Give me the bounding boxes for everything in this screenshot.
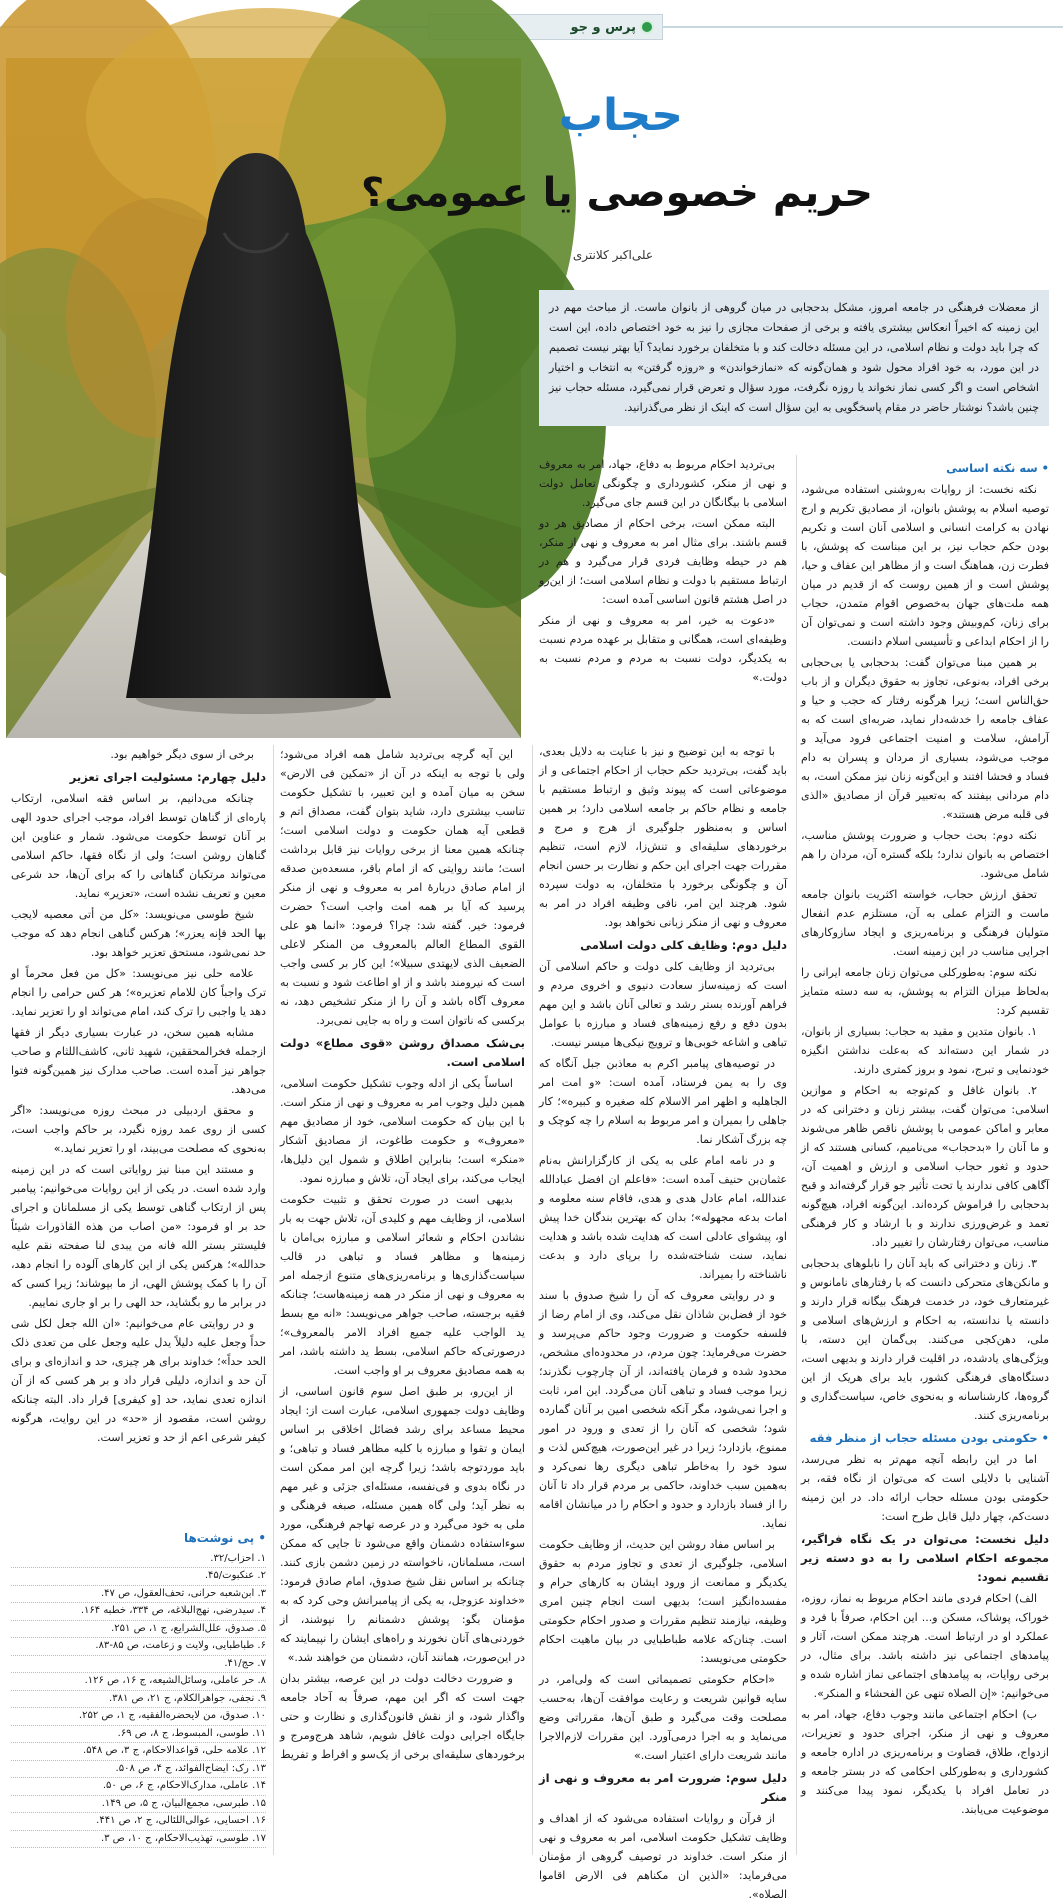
paragraph: اما در این رابطه آنچه مهم‌تر به نظر می‌رسد، آشنایی با دلایلی است که می‌توان از نگاه فقه، بر حکومتی بودن مسئله حجاب ارائه داد. در این زمینه دست‌کم، چهار دلیل قابل طرح است: <box>801 1453 1049 1523</box>
reference-item: ۱۴. عاملی، مدارک‌الاحکام، ج ۶، ص ۵۰. <box>11 1778 266 1796</box>
text-column-3 <box>280 745 525 1855</box>
paragraph: نکته نخست: از روایات به‌روشنی استفاده می‌شود، توصیه اسلام به پوشش بانوان، از مصادیق تکریم و ارج نهادن به کرامت انسانی و اسلامی آنان است و تکریم بودن حکم حجاب نیز، بر این مبناست که پوشش، با فطرت زن، هماهنگ است و از مظاهر این عفاف و حیا، پوشش است و از همین روست که از قدیم در میان همه ملت‌های جهان به‌خصوص اقوام متمدن، حجاب برای زنان، کم‌وبیش وجود داشته است و نمی‌توان آن را از احکام ابداعی و تأسیسی اسلام دانست. <box>801 483 1049 648</box>
paragraph: بی‌تردید احکام مربوط به دفاع، جهاد، امر به معروف و نهی از منکر، کشورداری و چگونگی تعامل دولت اسلامی با بیگانگان در این قسم جای می‌گیرد. <box>539 458 787 509</box>
paragraph: نکته سوم: به‌طورکلی می‌توان زنان جامعه ایرانی را به‌لحاظ میزان التزام به پوشش، به سه دسته متمایز تقسیم کرد: <box>801 966 1049 1017</box>
references <box>11 1530 266 1848</box>
paragraph: از قرآن و روایات استفاده می‌شود که از اهداف و وظایف تشکیل حکومت اسلامی، امر به معروف و نهی از منکر است. خداوند در توصیف گروهی از مؤمنان می‌فرماید: «الذین ان مکناهم فی الارض اقاموا الصلاه». <box>539 1812 787 1901</box>
paragraph: از این‌رو، بر طبق اصل سوم قانون اساسی، از وظایف دولت جمهوری اسلامی، عبارت است از: ایجاد محیط مساعد برای رشد فضائل اخلاقی بر اساس ایمان و تقوا و مبارزه با کلیه مظاهر فساد و تباهی؛ و باید موردتوجه باشد؛ زیرا گرچه این امر ممکن است در نگاه بدوی و فی‌نفسه، مسئله‌ای جزئی و غیر مهم به نظر آید؛ ولی گاه همین مسئله، صبغه فرهنگی و ملی به خود می‌گیرد و در عرصه تهاجم فرهنگی، مورد سوء‌استفاده دشمنان واقع می‌شود تا جایی که ممکن است، مسلمانان، ناخواسته در زمین دشمن بازی کنند. چنانکه بر اساس نقل شیخ صدوق، امام صادق فرمود: «خداوند عزوجل، به یکی از پیامبرانش وحی کرد که به مؤمنان بگو: پوشش دشمنانم را نپوشند، از خوردنی‌های آنان نخورند و راه‌های ایشان را نپیمایند که در این‌صورت، همانند آنان، دشمنان من خواهند شد.» <box>280 1385 525 1664</box>
paragraph: نکته دوم: بحث حجاب و ضرورت پوشش مناسب، اختصاص به بانوان ندارد؛ بلکه گستره آن، مردان را هم شامل می‌شود. <box>801 829 1049 880</box>
paragraph: «احکام حکومتی تصمیماتی است که ولی‌امر، در سایه قوانین شریعت و رعایت موافقت آن‌ها، به‌حسب مصلحت وقت می‌گیرد و طبق آن‌ها، مقرراتی وضع می‌نماید و به اجرا درمی‌آورد. این مقررات لازم‌الاجرا مانند شریعت دارای اعتبار است.» <box>539 1673 787 1762</box>
text-column-4 <box>11 745 266 1525</box>
paragraph: برخی از سوی دیگر خواهیم بود. <box>110 748 254 761</box>
reference-item: ۸. حر عاملی، وسائل‌الشیعه، ج ۱۶، ص ۱۲۶. <box>11 1673 266 1691</box>
paragraph: و ضرورت دخالت دولت در این عرصه، بیشتر بدان جهت است که اگر این مهم، صرفاً به آحاد جامعه واگذار شود، و از نقش قانون‌گذاری و نظارت و حتی جایگاه اجرایی دولت غافل شویم، شاهد هرج‌ومرج و برخوردهای سلیقه‌ای برخی از یک‌سو و افراط و تفریط <box>280 1672 525 1761</box>
reference-item: ۲. عنکبوت/۴۵. <box>11 1568 266 1586</box>
paragraph: و محقق اردبیلی در مبحث روزه می‌نویسد: «اگر کسی از روی عمد روزه نگیرد، بر حاکم واجب است، به‌نحوی که مصلحت می‌بیند، او را تعزیر نماید.» <box>11 1104 266 1155</box>
section-heading: • حکومتی بودن مسئله حجاب از منظر فقه <box>809 1431 1049 1445</box>
column-divider <box>273 745 274 1855</box>
reference-item: ۱۶. احسایی، عوالی‌اللئالی، ج ۲، ص ۴۴۱. <box>11 1813 266 1831</box>
article-title: حریم خصوصی یا عمومی؟ <box>360 170 873 216</box>
paragraph: و مستند این مبنا نیز روایاتی است که در این زمینه وارد شده است. در یکی از این روایات می‌خوانیم: پیامبر پس از ارتکاب گناهی توسط یکی از مسلمانان و اجرای حد بر او فرمود: «من اصاب من هذه القاذورات شیئاً فلیستتر بستر الله فانه من یبدی لنا صفحته نقم علیه حدالله»؛ هرکس یکی از این کارهای آلوده را انجام دهد، آن را با کمک پوشش الهی، از ما بپوشاند؛ زیرا کسی که در برابر ما رو بگشاید، حد الهی را بر او جاری نماییم. <box>11 1163 266 1309</box>
subsection-heading: دلیل چهارم: مسئولیت اجرای تعزیر <box>69 770 266 784</box>
reference-item: ۱۳. رک: ایضاح‌الفوائد، ج ۴، ص ۵۰۸. <box>11 1761 266 1779</box>
text-column-1 <box>801 455 1049 1855</box>
paragraph: «دعوت به خیر، امر به معروف و نهی از منکر وظیفه‌ای است، همگانی و متقابل بر عهده مردم نسبت به یکدیگر، دولت نسبت به مردم و مردم نسبت به دولت.» <box>539 614 787 684</box>
reference-item: ۴. سیدرضی، نهج‌البلاغه، ص ۳۳۴، خطبه ۱۶۴. <box>11 1603 266 1621</box>
reference-item: ۱۰. صدوق، من لایحضره‌الفقیه، ج ۱، ص ۲۵۲. <box>11 1708 266 1726</box>
reference-item: ۱۱. طوسی، المبسوط، ج ۸، ص ۶۹. <box>11 1726 266 1744</box>
reference-item: ۶. طباطبایی، ولایت و زعامت، ص ۸۵-۸۳. <box>11 1638 266 1656</box>
reference-item: ۱۷. طوسی، تهذیب‌الاحکام، ج ۱۰، ص ۳. <box>11 1831 266 1849</box>
subsection-heading: دلیل نخست: می‌توان در یک نگاه فراگیر، مجموعه احکام اسلامی را به دو دسته زیر تقسیم نمود: <box>801 1532 1049 1584</box>
reference-item: ۹. نجفی، جواهرالکلام، ج ۲۱، ص ۳۸۱. <box>11 1691 266 1709</box>
hijab-photo <box>6 58 521 738</box>
references-title: • پی نوشت‌ها <box>183 1531 266 1545</box>
paragraph: ۲. بانوان غافل و کم‌توجه به احکام و موازین اسلامی: می‌توان گفت، بیشتر زنان و دخترانی که در معابر و اماکن عمومی با پوشش ناقص ظاهر می‌شوند و ما آنان را «بدحجاب» می‌نامیم، کسانی هستند که از حدود و ثغور حجاب اسلامی و ارزش و اهمیت آن، آگاهی کافی ندارند یا تحت تأثیر جو قرار گرفته‌اند و قبح بدحجابی را فراموش کرده‌اند. این‌گونه افراد، هیچ‌گونه تعمد و غرض‌ورزی ندارند و با ارشاد و کار فرهنگی مناسب، می‌توان رفتارشان را تغییر داد. <box>801 1084 1049 1249</box>
subsection-heading: بی‌شک مصداق روشن «قوی مطاع» دولت اسلامی است. <box>280 1036 525 1069</box>
paragraph: مشابه همین سخن، در عبارت بسیاری دیگر از فقها ازجمله فخرالمحققین، شهید ثانی، کاشف‌اللثام و صاحب جواهر نیز آمده است. صاحب مدارک نیز همین‌گونه فتوا می‌دهد. <box>11 1026 266 1096</box>
paragraph: علامه حلی نیز می‌نویسد: «کل من فعل محرماً او ترک واجباً کان للامام تعزیره»؛ هر کس حرامی را انجام دهد یا واجبی را ترک کند، امام می‌تواند او را تعزیر نماید. <box>11 967 266 1018</box>
references-list <box>11 1551 266 1849</box>
paragraph: بر اساس مفاد روشن این حدیث، از وظایف حکومت اسلامی، جلوگیری از تعدی و تجاوز مردم به حقوق یکدیگر و ممانعت از ورود ایشان به کارهای حرام و مفسده‌انگیز است؛ بدیهی است انجام چنین امری وظیفه، نیازمند تنظیم مقررات و صدور احکام حکومتی است. چنان‌که علامه طباطبایی در بیان ماهیت احکام حکومتی می‌نویسد: <box>539 1538 787 1665</box>
paragraph: و در روایتی معروف که آن را شیخ صدوق با سند خود از فضل‌بن شاذان نقل می‌کند، وی از امام رضا از فلسفه حکومت و ضرورت وجود حاکم می‌پرسد و حضرت می‌فرماید: چون مردم، در محدوده‌ای مشخص، محدود شده و فرمان یافته‌اند، از آن چارچوب نگذرند؛ زیرا موجب فساد و تباهی آنان می‌گردد. این امر، ثابت و اجرا نمی‌شود، مگر آنکه شخصی امین بر آنان گمارده شود؛ شخصی که آنان را از تعدی و ورود در امور ممنوع، بازدارد؛ زیرا در غیر این‌صورت، هیچ‌کس لذت و سود خود را به‌خاطر تباهی دیگری رها نمی‌کرد و به‌همین سبب خداوند، حاکمی بر مردم قرار داد تا آنان را از فساد بازدارد و حدود و احکام را در میانشان اقامه نماید. <box>539 1289 787 1530</box>
paragraph: ۳. زنان و دخترانی که باید آنان را نابلوهای بدحجابی و مانکن‌های متحرکی دانست که با رفتارهای نامانوس و غیرمتعارف خود، در خدمت فرهنگ بیگانه قرار دارند و دانسته یا ندانسته، به احکام و ارزش‌های اسلامی و ملی، دهن‌کجی می‌کنند. بی‌گمان این دسته، با ویژگی‌های یادشده، در اقلیت قرار دارند و بدیهی است، دستگاه‌های فرهنگی کشور، باید برای هریک از این گروه‌ها، کارشناسانه و به‌نحوی خاص، سیاست‌گذاری و برنامه‌ریزی کنند. <box>801 1257 1049 1422</box>
article-author: علی‌اکبر کلانتری <box>572 248 653 262</box>
column-divider <box>796 455 797 1855</box>
paragraph: بدیهی است در صورت تحقق و تثبیت حکومت اسلامی، از وظایف مهم و کلیدی آن، تلاش جهت به بار نشاندن احکام و شعائر اسلامی و مبارزه بی‌امان با زمینه‌ها و مظاهر فساد و تباهی در قالب سیاست‌گذاری‌ها و برنامه‌ریزی‌های متنوع ازجمله امر به معروف و نهی از منکر در همه زمینه‌هاست؛ چنانکه فقیه برجسته، صاحب جواهر می‌نویسد: «انه مع بسط ید الواجب علیه جمیع افراد الامر بالمعروف»؛ درصورتی‌که حاکم اسلامی، بسط ید داشته باشد، امر به همه مصادیق معروف بر او واجب است. <box>280 1193 525 1377</box>
paragraph: چنانکه می‌دانیم، بر اساس فقه اسلامی، ارتکاب پاره‌ای از گناهان توسط افراد، موجب اجرای حدود الهی بر آنان توسط حکومت می‌شود. شمار و عناوین این گناهان روشن است؛ ولی از نگاه فقها، حاکم اسلامی می‌تواند مرتکبان گناهانی را که برای آن‌ها، حد شرعی معین و تعریف نشده است، «تعزیر» نماید. <box>11 792 266 900</box>
paragraph: بر همین مبنا می‌توان گفت: بدحجابی یا بی‌حجابی برخی افراد، به‌نوعی، تجاوز به حقوق دیگران و از باب حق‌الناس است؛ زیرا هرگونه رفتار که حجب و حیا و عفاف جامعه را خدشه‌دار نماید، ضربه‌ای است که به آرامش، سلامت و امنیت اجتماعی فرود می‌آید و موجب می‌شود، بسیاری از مردان و پسران به دام فساد و فحشا افتند و این‌گونه زنان نیز ممکن است، به دام مردانی بیفتند که به‌تعبیر قرآن از مصادیق «الذی فی قلبه مرض هستند». <box>801 656 1049 821</box>
reference-item: ۳. ابن‌شعبه حرانی، تحف‌العقول، ص ۴۷. <box>11 1586 266 1604</box>
paragraph: اساساً یکی از ادله وجوب تشکیل حکومت اسلامی، همین دلیل وجوب امر به معروف و نهی از منکر است. با این بیان که حکومت اسلامی، خود از مصادیق مهم «معروف» و حکومت طاغوت، از مصادیق آشکار «منکر» است؛ بنابراین اطلاق و شمول این دلیل‌ها، ایجاب می‌کند، برای ایجاد آن، تلاش و مبارزه نمود. <box>280 1077 525 1185</box>
column-divider <box>532 745 533 1855</box>
paragraph: با توجه به این توضیح و نیز با عنایت به دلایل بعدی، باید گفت، بی‌تردید حکم حجاب از احکام اجتماعی و از موضوعاتی است که پیوند وثیق و ارتباط مستقیم با جامعه و نظام حاکم بر جامعه اسلامی دارد؛ بر همین اساس و به‌منظور جلوگیری از هرج و مرج و برخوردهای سلیقه‌ای و تنش‌زا، لازم است، تنظیم مقررات جهت اجرای این حکم و نظارت بر حسن انجام آن و چگونگی برخورد با متخلفان، به دولت سپرده شود. هرچند این امر، نافی وظیفه افراد در امر به معروف و نهی از منکر زبانی نخواهد بود. <box>539 745 787 929</box>
paragraph: بی‌تردید از وظایف کلی دولت و حاکم اسلامی آن است که زمینه‌ساز سعادت دنیوی و اخروی مردم و فراهم آورنده بستر رشد و تعالی آنان باشد و این مهم بدون دفع و رفع زمینه‌های فساد و مبارزه با عوامل تباهی و اشاعه خوبی‌ها و ترویج نیکی‌ها میسر نیست. <box>539 960 787 1049</box>
reference-item: ۷. حج/۴۱. <box>11 1656 266 1674</box>
article-kicker: حجاب <box>558 90 683 141</box>
reference-item: ۵. صدوق، علل‌الشرایع، ج ۱، ص ۲۵۱. <box>11 1621 266 1639</box>
reference-item: ۱. احزاب/۳۲. <box>11 1551 266 1569</box>
reference-item: ۱۲. علامه حلی، قواعدالاحکام، ج ۳، ص ۵۴۸. <box>11 1743 266 1761</box>
paragraph: ب) احکام اجتماعی مانند وجوب دفاع، جهاد، امر به معروف و نهی از منکر، اجرای حدود و تعزیرات، ازدواج، طلاق، قضاوت و برنامه‌ریزی در اداره جامعه و کشورداری و به‌طورکلی احکامی که در بستر جامعه و در تعامل افراد با یکدیگر، نمود پیدا می‌کنند و موضوعیت می‌یابند. <box>801 1708 1049 1816</box>
subsection-heading: دلیل دوم: وظایف کلی دولت اسلامی <box>580 938 787 952</box>
article-lead: از معضلات فرهنگی در جامعه امروز، مشکل بدحجابی در میان گروهی از بانوان ماست. از مباحث مهم در این زمینه که اخیراً انعکاس بیشتری یافته و برخی از صفحات مجازی را نیز به خود اختصاص داده، این است که چرا باید دولت و نظام اسلامی، در این مسئله دخالت کند و با متخلفان برخورد نماید؟ آیا بهتر نیست تصمیم در این مورد، به خود افراد محول شود و همان‌گونه که «نمازخواندن» و «روزه گرفتن» به انتخاب و اختیار اشخاص است و اگر کسی نماز نخواند یا روزه نگرفت، مورد سؤال و تعرض قرار نمی‌گیرد، مسئله حجاب نیز چنین باشد؟ نوشتار حاضر در مقام پاسخگویی به این سؤال است که اینک از نظر می‌گذرانید. <box>539 290 1049 426</box>
paragraph: و در روایتی عام می‌خوانیم: «ان الله جعل لکل شی حداً وجعل علیه دلیلاً یدل علیه وجعل علی من تعدی ذلک الحد حداً»؛ خداوند برای هر چیزی، حد و اندازه‌ای و برای آن حد و اندازه، دلیلی قرار داد و بر هر کسی که از آن اندازه تعدی نماید، حد [و کیفری] قرار داد. البته چنانکه روشن است، مقصود از «حد» در این روایت، هرگونه کیفر شرعی اعم از حد و تعزیر است. <box>11 1317 266 1444</box>
subsection-heading: دلیل سوم: ضرورت امر به معروف و نهی از منکر <box>539 1771 787 1804</box>
text-column-2 <box>539 742 787 1901</box>
paragraph: ۱. بانوان متدین و مقید به حجاب: بسیاری از بانوان، در شمار این دسته‌اند که به‌علت نداشتن انگیزه خودنمایی و تبرج، نمود و بروز کمتری دارند. <box>801 1025 1049 1076</box>
paragraph: البته ممکن است، برخی احکام از مصادیق هر دو قسم باشند. برای مثال امر به معروف و نهی از منکر، هم در حیطه وظایف فردی قرار می‌گیرد و هم در ارتباط مستقیم با دولت و نظام اسلامی است؛ از این‌رو در اصل هشتم قانون اساسی آمده است: <box>539 517 787 606</box>
paragraph: الف) احکام فردی مانند احکام مربوط به نماز، روزه، خوراک، پوشاک، مسکن و... این احکام، صرفاً با فرد و عملکرد او در ارتباط است. هرچند ممکن است، آثار و پیامدهای اجتماعی نیز داشته باشد. برای مثال، در برخی روایات، به پیامدهای اجتماعی نماز اشاره شده و می‌خوانیم: «إن الصلاه تنهی عن الفحشاء و المنکر». <box>801 1592 1049 1700</box>
section-heading: • سه نکته اساسی <box>946 461 1049 475</box>
section-label: پرس و جو <box>570 19 636 35</box>
woman-in-chador-illustration <box>6 58 521 738</box>
reference-item: ۱۵. طبرسی، مجمع‌البیان، ج ۵، ص ۱۴۹. <box>11 1796 266 1814</box>
paragraph: تحقق ارزش حجاب، خواسته اکثریت بانوان جامعه ماست و التزام عملی به آن، مستلزم عدم انفعال متولیان فرهنگی و برنامه‌ریزی و ایجاد سازوکارهای اجرایی مناسب در این زمینه است. <box>801 888 1049 958</box>
paragraph: و در نامه امام علی به یکی از کارگزارانش به‌نام عثمان‌بن حنیف آمده است: «فاعلم ان افضل عبادالله عندالله، امام عادل هدی و هدی، فاقام سنه معلومه و امات بدعه مجهوله»؛ بدان که بهترین بندگان خدا پیش او، پیشوای عادلی است که هدایت شده باشد و هدایت نماید، سنت شناخته‌شده را برپای دارد و بدعت ناشناخته را بمیراند. <box>539 1154 787 1281</box>
paragraph: شیخ طوسی می‌نویسد: «کل من أتی معصیه لایجب بها الحد فإنه یعزر»؛ هرکس گناهی انجام دهد که موجب حد نمی‌شود، مستحق تعزیر خواهد بود. <box>11 908 266 959</box>
paragraph: این آیه گرچه بی‌تردید شامل همه افراد می‌شود؛ ولی با توجه به اینکه در آن از «تمکین فی الارض» سخن به میان آمده و این تعبیر، با تشکیل حکومت تناسب بیشتری دارد، شاید بتوان گفت، مصداق اتم و قطعی آیه همان حکومت و دولت اسلامی است؛ چنانکه همین معنا از برخی روایات نیز قابل برداشت است؛ مانند روایتی که از امام باقر، مسعده‌بن صدقه از امام صادق دربارهٔ امر به معروف و نهی از منکر پرسید که آیا بر همه امت واجب است؟ حضرت فرمود: خیر. گفته شد: چرا؟ فرمود: «انما هو علی القوی المطاع العالم بالمعروف من المنکر لاعلی الضعیف الذی لایهتدی سبیلا»؛ این کار بر کسی واجب است که نیرومند باشد و از او اطاعت شود و نسبت به معروف آگاه باشد و آن را از منکر تشخیص دهد، نه برکسی که ناتوان است و راه به جایی نمی‌برد. <box>280 748 525 1027</box>
section-dot-icon <box>642 22 652 32</box>
paragraph: در توصیه‌های پیامبر اکرم به معاذبن جبل آنگاه که وی را به یمن فرستاد، آمده است: «و امت امر الجاهلیه و اظهر امر الاسلام کله صغیره و کبیره»؛ کار جاهلی را بمیران و امر مربوط به اسلام را چه کوچک و چه بزرگ آشکار نما. <box>539 1057 787 1146</box>
text-column-2-top <box>539 455 787 740</box>
